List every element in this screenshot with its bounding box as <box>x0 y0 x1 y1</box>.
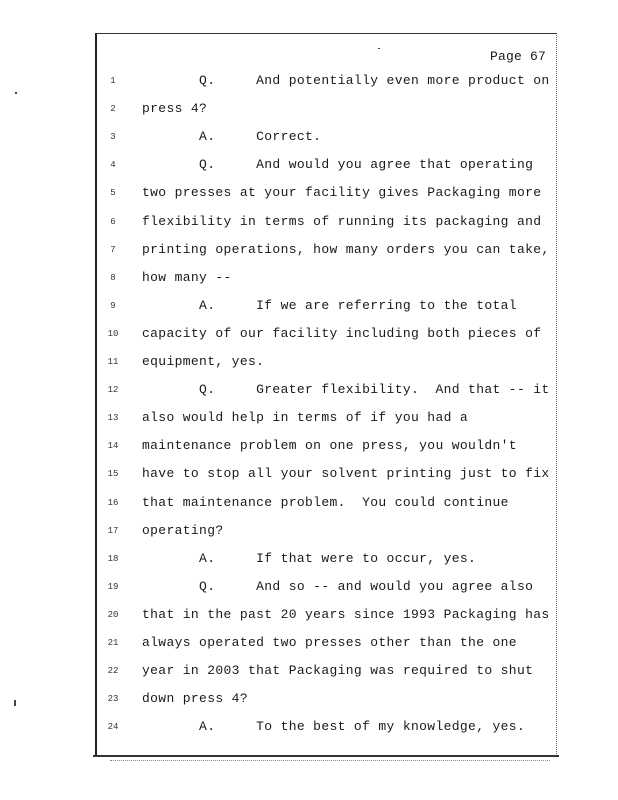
line-text: flexibility in terms of running its packaging and <box>142 213 542 229</box>
line-text: Q. And potentially even more product on <box>142 73 550 88</box>
line-text: capacity of our facility including both pieces of <box>142 325 542 341</box>
line-text: have to stop all your solvent printing just to fix <box>142 466 550 482</box>
transcript-line <box>0 157 618 177</box>
line-number: 17 <box>107 525 119 536</box>
line-text: equipment, yes. <box>142 354 265 369</box>
line-number: 20 <box>107 609 119 620</box>
transcript-line <box>0 101 618 121</box>
line-number: 9 <box>110 300 116 311</box>
line-number: 14 <box>107 441 119 452</box>
transcript-line <box>0 551 618 571</box>
transcript-line <box>0 354 618 374</box>
transcript-line <box>0 242 618 262</box>
page-number: Page 67 <box>490 49 547 64</box>
transcript-line <box>0 579 618 599</box>
transcript-line <box>0 270 618 290</box>
line-text: A. Correct. <box>142 129 322 145</box>
transcript-line <box>0 466 618 486</box>
transcript-line <box>0 185 618 205</box>
line-number: 16 <box>107 497 119 508</box>
line-number: 23 <box>107 694 119 705</box>
page-bottom-rule <box>93 755 559 757</box>
line-number: 5 <box>110 188 116 199</box>
margin-speck <box>378 48 380 49</box>
line-text: printing operations, how many orders you can take, <box>142 241 550 257</box>
line-text: down press 4? <box>142 691 248 707</box>
line-text: that in the past 20 years since 1993 Packaging has <box>142 606 550 622</box>
line-text: always operated two presses other than the one <box>142 635 517 650</box>
transcript-line <box>0 438 618 458</box>
line-text: that maintenance problem. You could continue <box>142 494 509 510</box>
line-number: 7 <box>110 244 116 255</box>
transcript-line <box>0 663 618 683</box>
line-text: press 4? <box>142 101 208 117</box>
line-text: A. If we are referring to the total <box>142 297 517 313</box>
line-number: 24 <box>107 722 119 733</box>
line-number: 8 <box>110 272 116 283</box>
line-number: 6 <box>110 216 116 227</box>
line-number: 15 <box>107 469 119 480</box>
transcript-line <box>0 129 618 149</box>
line-text: Q. And so -- and would you agree also <box>142 578 534 594</box>
transcript-line <box>0 523 618 543</box>
line-text: how many -- <box>142 269 232 285</box>
line-number: 12 <box>107 385 119 396</box>
line-number: 3 <box>110 132 116 143</box>
line-number: 19 <box>107 581 119 592</box>
line-text: Q. And would you agree that operating <box>142 157 534 173</box>
transcript-line <box>0 298 618 318</box>
transcript-line <box>0 691 618 711</box>
transcript-line <box>0 495 618 515</box>
line-number: 11 <box>107 357 119 367</box>
line-text: two presses at your facility gives Packaging more <box>142 185 542 201</box>
transcript-line <box>0 326 618 346</box>
line-text: A. If that were to occur, yes. <box>142 550 477 566</box>
transcript-line <box>0 382 618 402</box>
line-text: A. To the best of my knowledge, yes. <box>142 719 526 735</box>
line-number: 2 <box>110 104 116 115</box>
line-number: 18 <box>107 553 119 564</box>
line-text: maintenance problem on one press, you wouldn't <box>142 438 517 454</box>
transcript-line <box>0 73 618 93</box>
page-bottom-rule-dotted <box>110 760 550 761</box>
transcript-line <box>0 719 618 739</box>
transcript-line <box>0 214 618 234</box>
line-number: 21 <box>107 638 119 648</box>
line-text: operating? <box>142 522 224 538</box>
line-number: 13 <box>107 413 119 424</box>
line-text: also would help in terms of if you had a <box>142 410 469 426</box>
line-text: year in 2003 that Packaging was required to shut <box>142 663 534 679</box>
line-text: Q. Greater flexibility. And that -- it <box>142 382 550 398</box>
transcript-line <box>0 635 618 655</box>
line-number: 22 <box>107 666 119 677</box>
transcript-line <box>0 607 618 627</box>
transcript-line <box>0 410 618 430</box>
line-number: 10 <box>107 328 119 339</box>
line-number: 4 <box>110 160 116 171</box>
line-number: 1 <box>110 76 116 86</box>
